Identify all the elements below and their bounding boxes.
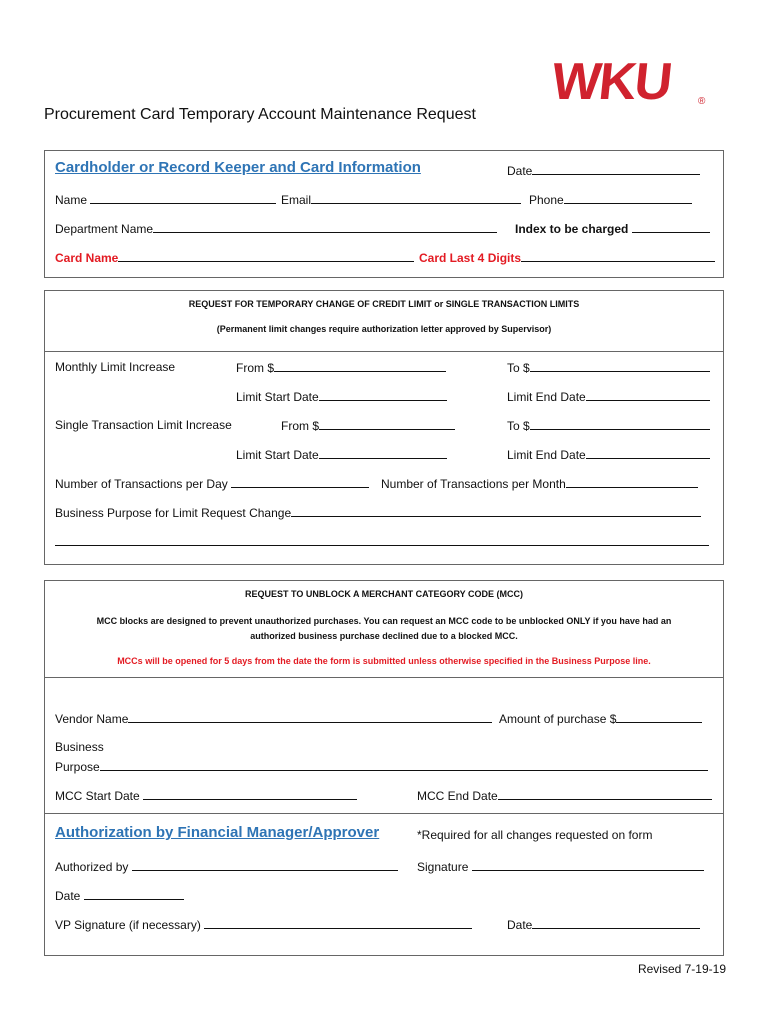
logo-registered-mark: ® — [698, 96, 706, 107]
limit-purpose-label: Business Purpose for Limit Request Change — [55, 506, 292, 520]
limits-section — [44, 290, 724, 565]
name-label: Name — [55, 193, 88, 207]
monthly-to-label: To $ — [507, 361, 530, 375]
wku-logo — [548, 52, 712, 112]
auth-date-field[interactable] — [55, 888, 184, 903]
index-field[interactable] — [515, 221, 710, 236]
form-title: Procurement Card Temporary Account Maintenance Request — [44, 106, 476, 123]
limit-purpose-field[interactable] — [55, 505, 701, 520]
authorization-heading: Authorization by Financial Manager/Approver — [55, 824, 380, 841]
vp-signature-label: VP Signature (if necessary) — [55, 918, 201, 932]
mcc-start-field[interactable] — [55, 788, 357, 803]
monthly-from-field[interactable] — [236, 360, 446, 375]
authorization-section — [44, 814, 724, 956]
mcc-notice: MCCs will be opened for 5 days from the date the form is submitted unless otherwise specified in the Business Purpose line. — [117, 656, 651, 666]
department-label: Department Name — [55, 222, 154, 236]
card-last4-label: Card Last 4 Digits — [419, 251, 522, 265]
phone-field[interactable] — [529, 192, 692, 207]
email-label: Email — [281, 193, 312, 207]
single-to-label: To $ — [507, 419, 530, 433]
mcc-purpose-field[interactable] — [55, 759, 708, 774]
mcc-start-label: MCC Start Date — [55, 789, 140, 803]
single-end-label: Limit End Date — [507, 448, 586, 462]
index-label: Index to be charged — [515, 222, 629, 236]
per-day-field[interactable] — [55, 476, 369, 491]
limits-divider — [45, 351, 723, 352]
department-field[interactable] — [55, 221, 497, 236]
mcc-purpose-label: Purpose — [55, 760, 100, 774]
single-to-field[interactable] — [507, 418, 710, 433]
logo-text: WKU — [548, 53, 674, 111]
monthly-end-label: Limit End Date — [507, 390, 586, 404]
single-end-field[interactable] — [507, 447, 710, 462]
mcc-desc-line-2: authorized business purchase declined due to a blocked MCC. — [250, 631, 518, 641]
limit-purpose-line-2[interactable] — [55, 534, 709, 549]
limits-subtitle: (Permanent limit changes require authorization letter approved by Supervisor) — [216, 324, 552, 334]
signature-field[interactable] — [417, 859, 704, 874]
date-field[interactable] — [507, 163, 700, 178]
limits-title: REQUEST FOR TEMPORARY CHANGE OF CREDIT LIMIT or SINGLE TRANSACTION LIMITS — [188, 299, 580, 309]
single-start-field[interactable] — [236, 447, 447, 462]
signature-label: Signature — [417, 860, 469, 874]
auth-date-label: Date — [55, 889, 81, 903]
card-name-label: Card Name — [55, 251, 119, 265]
phone-label: Phone — [529, 193, 564, 207]
cardholder-section — [44, 150, 724, 278]
monthly-limit-label: Monthly Limit Increase — [55, 360, 176, 374]
vp-signature-field[interactable] — [55, 917, 472, 932]
mcc-end-label: MCC End Date — [417, 789, 498, 803]
card-last4-field[interactable] — [419, 250, 715, 265]
required-note: *Required for all changes requested on form — [417, 828, 653, 842]
monthly-from-label: From $ — [236, 361, 275, 375]
mcc-end-field[interactable] — [417, 788, 712, 803]
amount-label: Amount of purchase $ — [499, 712, 617, 726]
per-month-label: Number of Transactions per Month — [381, 477, 566, 491]
mcc-title: REQUEST TO UNBLOCK A MERCHANT CATEGORY CODE (MCC) — [245, 589, 523, 599]
cardholder-heading: Cardholder or Record Keeper and Card Information — [55, 159, 421, 176]
name-field[interactable] — [55, 192, 276, 207]
mcc-divider — [45, 677, 723, 678]
mcc-desc-line-1: MCC blocks are designed to prevent unauthorized purchases. You can request an MCC code to be unblocked ONLY if you have had an — [96, 616, 672, 626]
authorized-by-label: Authorized by — [55, 860, 129, 874]
email-field[interactable] — [281, 192, 521, 207]
amount-field[interactable] — [499, 711, 702, 726]
monthly-start-label: Limit Start Date — [236, 390, 319, 404]
monthly-start-field[interactable] — [236, 389, 447, 404]
revised-date: Revised 7-19-19 — [637, 962, 726, 976]
vendor-label: Vendor Name — [55, 712, 129, 726]
monthly-end-field[interactable] — [507, 389, 710, 404]
vendor-field[interactable] — [55, 711, 492, 726]
card-name-field[interactable] — [55, 250, 414, 265]
vp-date-label: Date — [507, 918, 533, 932]
per-month-field[interactable] — [381, 476, 698, 491]
vp-date-field[interactable] — [507, 917, 700, 932]
per-day-label: Number of Transactions per Day — [55, 477, 228, 491]
single-limit-label: Single Transaction Limit Increase — [55, 418, 232, 432]
single-from-field[interactable] — [281, 418, 455, 433]
single-start-label: Limit Start Date — [236, 448, 319, 462]
single-from-label: From $ — [281, 419, 320, 433]
date-label: Date — [507, 164, 533, 178]
authorized-by-field[interactable] — [55, 859, 398, 874]
business-label: Business — [55, 740, 104, 754]
monthly-to-field[interactable] — [507, 360, 710, 375]
mcc-section — [44, 580, 724, 814]
